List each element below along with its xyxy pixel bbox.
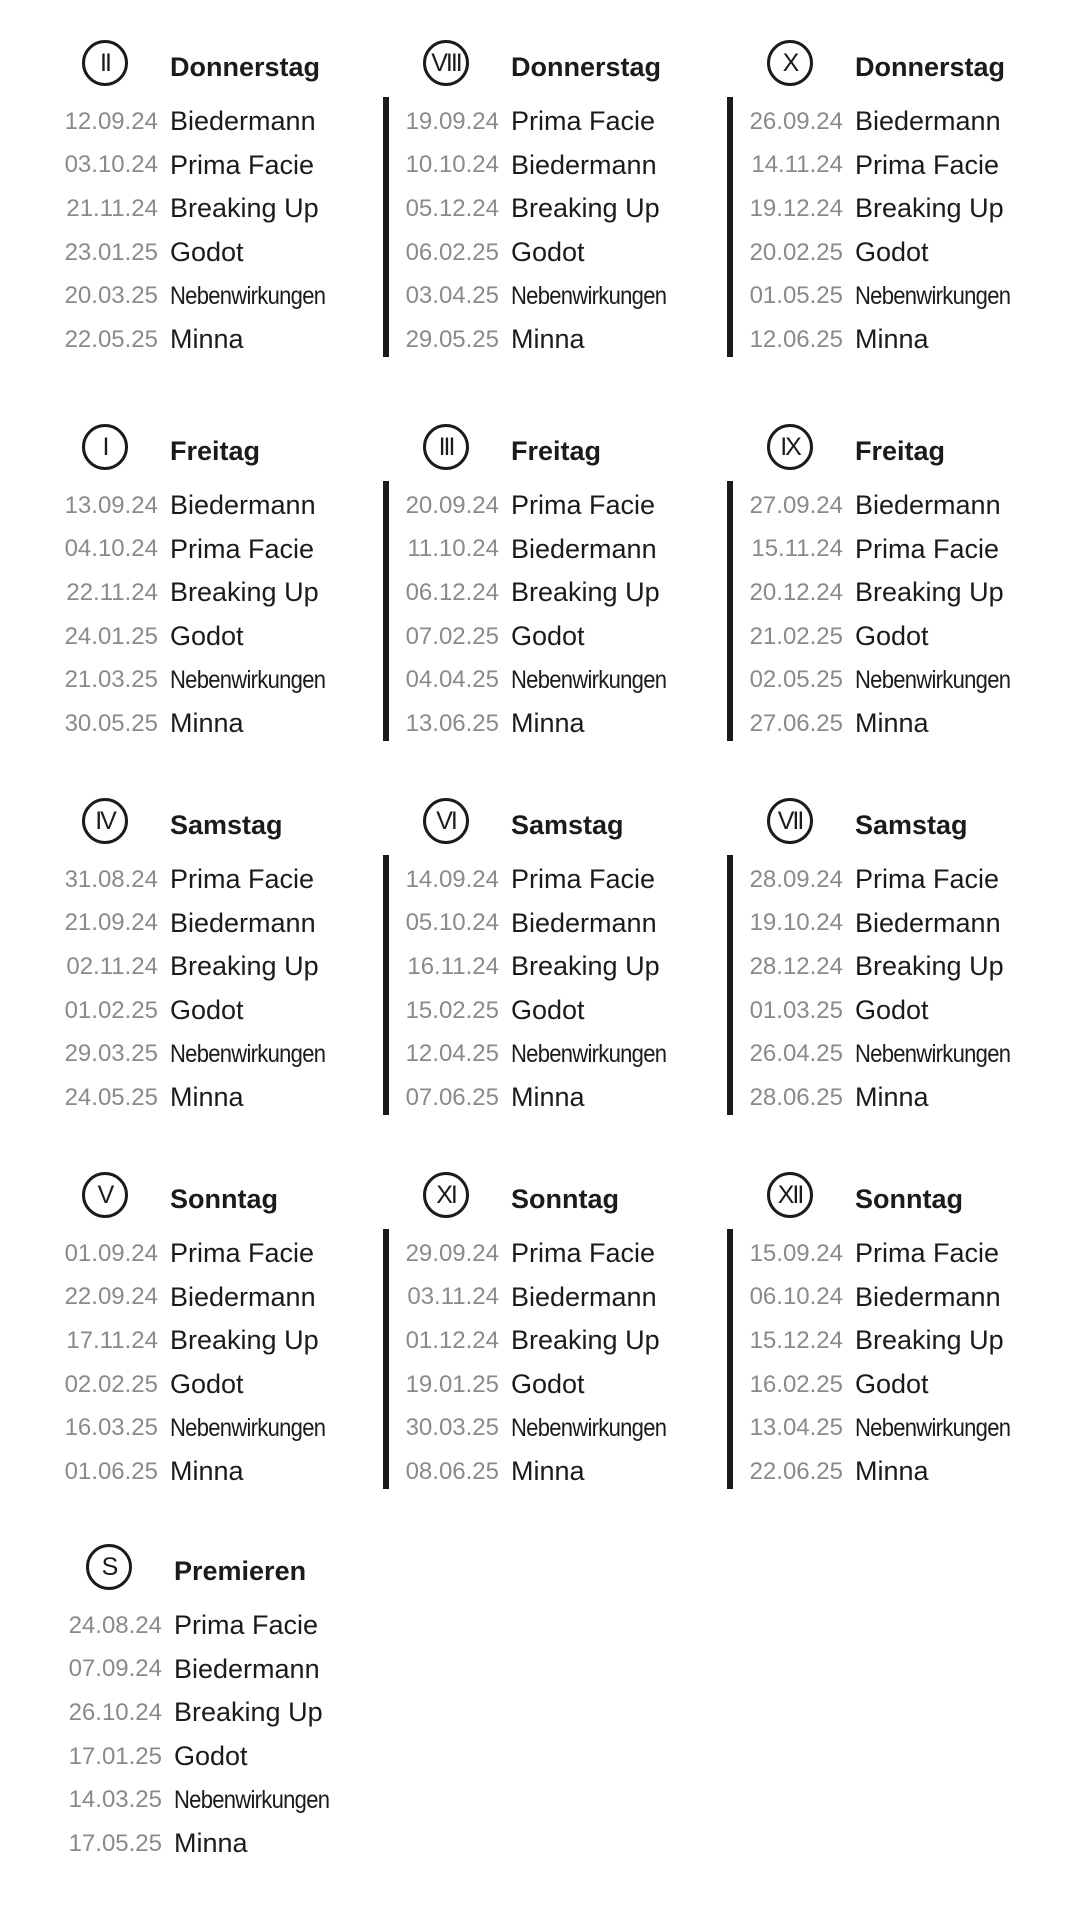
group-header: [737, 1172, 1067, 1232]
performance-row: [393, 1076, 723, 1120]
performance-date: 13.04.25: [749, 1414, 843, 1442]
weekday-heading: Donnerstag: [170, 52, 321, 82]
play-title: Nebenwirkungen: [511, 281, 667, 310]
play-title: Godot: [170, 237, 244, 268]
weekday-heading: Sonntag: [511, 1184, 619, 1214]
performance-row: [393, 1032, 723, 1076]
performance-row: [737, 231, 1067, 275]
group-header: [737, 40, 1067, 100]
performance-row: [393, 615, 723, 659]
performance-row: [737, 858, 1067, 902]
performance-date: 15.02.25: [405, 996, 499, 1024]
performance-date: 30.05.25: [64, 709, 158, 737]
performance-date: 24.01.25: [64, 622, 158, 650]
weekday-heading: Donnerstag: [855, 52, 1006, 82]
performance-row: [52, 1406, 382, 1450]
play-title: Godot: [855, 1369, 929, 1400]
performance-row: [52, 902, 382, 946]
performance-date: 24.08.24: [68, 1611, 162, 1639]
performance-date: 22.11.24: [66, 578, 158, 606]
play-title: Breaking Up: [170, 951, 319, 982]
play-title: Breaking Up: [855, 193, 1004, 224]
performance-row: [393, 1406, 723, 1450]
performance-row: [737, 1076, 1067, 1120]
performance-date: 21.11.24: [66, 194, 158, 222]
performance-date: 20.12.24: [749, 578, 843, 606]
performance-list: [52, 858, 382, 1120]
performance-row: [52, 1450, 382, 1494]
play-title: Prima Facie: [511, 864, 656, 895]
performance-date: 08.06.25: [405, 1457, 499, 1485]
performance-date: 12.04.25: [405, 1040, 499, 1068]
performance-date: 02.02.25: [64, 1370, 158, 1398]
performance-date: 07.09.24: [68, 1655, 162, 1683]
performance-row: [737, 1406, 1067, 1450]
play-title: Minna: [170, 1456, 244, 1487]
performance-date: 02.05.25: [749, 666, 843, 694]
schedule-group-xi-sonntag: [393, 1172, 723, 1494]
performance-row: [52, 1276, 382, 1320]
play-title: Biedermann: [855, 106, 1001, 137]
schedule-group-vii-samstag: [737, 798, 1067, 1120]
performance-date: 06.12.24: [405, 578, 499, 606]
performance-list: [737, 100, 1067, 362]
performance-date: 07.02.25: [405, 622, 499, 650]
play-title: Biedermann: [855, 907, 1001, 938]
performance-date: 20.03.25: [64, 282, 158, 310]
play-title: Godot: [855, 237, 929, 268]
schedule-group-ii-donnerstag: [52, 40, 382, 362]
performance-date: 04.10.24: [64, 535, 158, 563]
performance-list: [393, 1232, 723, 1494]
play-title: Godot: [170, 995, 244, 1026]
performance-row: [393, 858, 723, 902]
play-title: Minna: [511, 1456, 585, 1487]
performance-row: [737, 318, 1067, 362]
performance-date: 10.10.24: [405, 151, 499, 179]
performance-date: 22.05.25: [64, 325, 158, 353]
performance-date: 16.03.25: [64, 1414, 158, 1442]
performance-date: 05.12.24: [405, 194, 499, 222]
performance-date: 19.01.25: [405, 1370, 499, 1398]
performance-date: 20.02.25: [749, 238, 843, 266]
performance-list: [737, 858, 1067, 1120]
play-title: Minna: [855, 324, 929, 355]
play-title: Nebenwirkungen: [855, 1039, 1011, 1068]
performance-row: [56, 1691, 386, 1735]
performance-date: 21.03.25: [64, 666, 158, 694]
performance-date: 02.11.24: [66, 952, 158, 980]
play-title: Nebenwirkungen: [855, 1413, 1011, 1442]
subscription-badge: I: [82, 424, 128, 470]
play-title: Godot: [170, 1369, 244, 1400]
performance-date: 23.01.25: [64, 238, 158, 266]
performance-row: [52, 702, 382, 746]
performance-date: 01.05.25: [749, 282, 843, 310]
performance-date: 15.09.24: [749, 1239, 843, 1267]
play-title: Nebenwirkungen: [170, 281, 326, 310]
performance-row: [52, 571, 382, 615]
performance-date: 26.04.25: [749, 1040, 843, 1068]
performance-date: 05.10.24: [405, 909, 499, 937]
performance-date: 13.09.24: [64, 491, 158, 519]
performance-date: 04.04.25: [405, 666, 499, 694]
subscription-badge: IX: [767, 424, 813, 470]
performance-date: 03.10.24: [64, 151, 158, 179]
performance-list: [737, 484, 1067, 746]
subscription-badge: IV: [82, 798, 128, 844]
subscription-badge: X: [767, 40, 813, 86]
performance-date: 01.02.25: [64, 996, 158, 1024]
performance-date: 14.03.25: [68, 1786, 162, 1814]
performance-row: [52, 1032, 382, 1076]
play-title: Biedermann: [170, 490, 316, 521]
group-header: [52, 1172, 382, 1232]
performance-row: [52, 1319, 382, 1363]
group-header: [393, 40, 723, 100]
play-title: Biedermann: [855, 490, 1001, 521]
performance-row: [737, 1232, 1067, 1276]
play-title: Godot: [170, 621, 244, 652]
performance-date: 15.11.24: [751, 535, 843, 563]
performance-row: [393, 528, 723, 572]
play-title: Minna: [511, 708, 585, 739]
play-title: Prima Facie: [170, 149, 315, 180]
weekday-heading: Premieren: [174, 1556, 307, 1586]
performance-date: 03.04.25: [405, 282, 499, 310]
subscription-badge: VII: [767, 798, 813, 844]
performance-row: [52, 528, 382, 572]
performance-list: [56, 1604, 386, 1866]
play-title: Nebenwirkungen: [511, 1039, 667, 1068]
performance-row: [393, 658, 723, 702]
schedule-group-x-donnerstag: [737, 40, 1067, 362]
performance-row: [737, 658, 1067, 702]
play-title: Breaking Up: [855, 577, 1004, 608]
performance-row: [393, 100, 723, 144]
performance-date: 26.09.24: [749, 107, 843, 135]
performance-date: 26.10.24: [68, 1698, 162, 1726]
performance-date: 19.09.24: [405, 107, 499, 135]
performance-row: [52, 274, 382, 318]
performance-row: [56, 1778, 386, 1822]
performance-row: [393, 989, 723, 1033]
schedule-group-iv-samstag: [52, 798, 382, 1120]
performance-row: [56, 1648, 386, 1692]
play-title: Prima Facie: [511, 106, 656, 137]
performance-row: [52, 945, 382, 989]
performance-row: [737, 615, 1067, 659]
performance-row: [393, 945, 723, 989]
subscription-badge: S: [86, 1544, 132, 1590]
play-title: Breaking Up: [170, 577, 319, 608]
performance-row: [737, 571, 1067, 615]
performance-date: 17.05.25: [68, 1829, 162, 1857]
weekday-heading: Freitag: [170, 436, 261, 466]
group-header: [56, 1544, 386, 1604]
performance-date: 01.12.24: [405, 1326, 499, 1354]
play-title: Biedermann: [511, 1281, 657, 1312]
play-title: Minna: [511, 1082, 585, 1113]
performance-row: [737, 1032, 1067, 1076]
play-title: Minna: [511, 324, 585, 355]
performance-row: [393, 1276, 723, 1320]
performance-date: 27.09.24: [749, 491, 843, 519]
weekday-heading: Freitag: [511, 436, 602, 466]
performance-row: [56, 1822, 386, 1866]
play-title: Breaking Up: [511, 951, 660, 982]
group-header: [52, 40, 382, 100]
performance-date: 24.05.25: [64, 1083, 158, 1111]
schedule-group-v-sonntag: [52, 1172, 382, 1494]
subscription-badge: VIII: [423, 40, 469, 86]
group-header: [52, 798, 382, 858]
play-title: Prima Facie: [511, 490, 656, 521]
performance-date: 15.12.24: [749, 1326, 843, 1354]
play-title: Nebenwirkungen: [170, 1413, 326, 1442]
performance-row: [52, 1076, 382, 1120]
performance-date: 21.09.24: [64, 909, 158, 937]
performance-date: 27.06.25: [749, 709, 843, 737]
performance-row: [393, 702, 723, 746]
group-header: [737, 798, 1067, 858]
performance-date: 17.01.25: [68, 1742, 162, 1770]
performance-row: [737, 274, 1067, 318]
play-title: Godot: [855, 621, 929, 652]
play-title: Godot: [511, 237, 585, 268]
schedule-group-viii-donnerstag: [393, 40, 723, 362]
play-title: Prima Facie: [170, 533, 315, 564]
play-title: Biedermann: [511, 907, 657, 938]
performance-date: 31.08.24: [64, 865, 158, 893]
performance-date: 22.09.24: [64, 1283, 158, 1311]
play-title: Breaking Up: [511, 577, 660, 608]
schedule-group-xii-sonntag: [737, 1172, 1067, 1494]
play-title: Prima Facie: [511, 1238, 656, 1269]
performance-date: 29.09.24: [405, 1239, 499, 1267]
performance-row: [52, 615, 382, 659]
performance-row: [737, 1363, 1067, 1407]
subscription-badge: VI: [423, 798, 469, 844]
play-title: Godot: [511, 621, 585, 652]
weekday-heading: Sonntag: [170, 1184, 278, 1214]
play-title: Minna: [174, 1828, 248, 1859]
performance-row: [52, 144, 382, 188]
play-title: Prima Facie: [170, 864, 315, 895]
performance-list: [52, 484, 382, 746]
weekday-heading: Donnerstag: [511, 52, 662, 82]
performance-row: [393, 274, 723, 318]
play-title: Nebenwirkungen: [170, 1039, 326, 1068]
performance-row: [737, 1450, 1067, 1494]
performance-row: [737, 484, 1067, 528]
subscription-badge: XI: [423, 1172, 469, 1218]
play-title: Breaking Up: [174, 1697, 323, 1728]
performance-row: [737, 187, 1067, 231]
performance-list: [393, 484, 723, 746]
play-title: Minna: [170, 1082, 244, 1113]
play-title: Biedermann: [170, 1281, 316, 1312]
performance-date: 12.06.25: [749, 325, 843, 353]
play-title: Nebenwirkungen: [511, 665, 667, 694]
play-title: Minna: [170, 324, 244, 355]
performance-row: [737, 1319, 1067, 1363]
weekday-heading: Samstag: [855, 810, 968, 840]
performance-row: [393, 1232, 723, 1276]
play-title: Breaking Up: [511, 193, 660, 224]
subscription-badge: III: [423, 424, 469, 470]
performance-date: 28.09.24: [749, 865, 843, 893]
performance-date: 01.09.24: [64, 1239, 158, 1267]
performance-date: 21.02.25: [749, 622, 843, 650]
performance-row: [737, 100, 1067, 144]
weekday-heading: Freitag: [855, 436, 946, 466]
performance-date: 03.11.24: [407, 1283, 499, 1311]
performance-date: 14.09.24: [405, 865, 499, 893]
play-title: Prima Facie: [174, 1610, 319, 1641]
play-title: Prima Facie: [170, 1238, 315, 1269]
play-title: Prima Facie: [855, 533, 1000, 564]
subscription-badge: II: [82, 40, 128, 86]
performance-row: [393, 187, 723, 231]
play-title: Godot: [174, 1741, 248, 1772]
performance-list: [52, 1232, 382, 1494]
play-title: Nebenwirkungen: [174, 1785, 330, 1814]
play-title: Prima Facie: [855, 864, 1000, 895]
schedule-group-ix-freitag: [737, 424, 1067, 746]
subscription-badge: XII: [767, 1172, 813, 1218]
weekday-heading: Samstag: [170, 810, 283, 840]
performance-row: [393, 1450, 723, 1494]
play-title: Biedermann: [170, 106, 316, 137]
play-title: Minna: [855, 708, 929, 739]
play-title: Biedermann: [511, 533, 657, 564]
play-title: Breaking Up: [511, 1325, 660, 1356]
play-title: Godot: [511, 1369, 585, 1400]
performance-row: [52, 1232, 382, 1276]
performance-row: [52, 989, 382, 1033]
performance-date: 16.11.24: [407, 952, 499, 980]
performance-row: [393, 571, 723, 615]
performance-row: [393, 484, 723, 528]
play-title: Biedermann: [174, 1653, 320, 1684]
performance-row: [393, 318, 723, 362]
performance-date: 12.09.24: [64, 107, 158, 135]
play-title: Minna: [855, 1082, 929, 1113]
play-title: Biedermann: [511, 149, 657, 180]
performance-date: 22.06.25: [749, 1457, 843, 1485]
performance-list: [393, 100, 723, 362]
performance-date: 11.10.24: [407, 535, 499, 563]
performance-date: 06.10.24: [749, 1283, 843, 1311]
play-title: Nebenwirkungen: [855, 665, 1011, 694]
play-title: Breaking Up: [855, 1325, 1004, 1356]
performance-row: [393, 1363, 723, 1407]
play-title: Breaking Up: [855, 951, 1004, 982]
performance-row: [737, 528, 1067, 572]
performance-list: [393, 858, 723, 1120]
performance-date: 01.03.25: [749, 996, 843, 1024]
performance-row: [52, 318, 382, 362]
performance-date: 13.06.25: [405, 709, 499, 737]
performance-date: 28.12.24: [749, 952, 843, 980]
performance-row: [737, 702, 1067, 746]
performance-date: 06.02.25: [405, 238, 499, 266]
performance-row: [52, 484, 382, 528]
performance-row: [737, 144, 1067, 188]
subscription-badge: V: [82, 1172, 128, 1218]
play-title: Prima Facie: [855, 149, 1000, 180]
performance-date: 14.11.24: [751, 151, 843, 179]
performance-row: [56, 1604, 386, 1648]
group-header: [737, 424, 1067, 484]
performance-row: [737, 902, 1067, 946]
performance-row: [52, 658, 382, 702]
performance-row: [737, 1276, 1067, 1320]
play-title: Breaking Up: [170, 1325, 319, 1356]
performance-date: 20.09.24: [405, 491, 499, 519]
performance-date: 29.05.25: [405, 325, 499, 353]
performance-row: [393, 1319, 723, 1363]
performance-row: [52, 858, 382, 902]
performance-date: 28.06.25: [749, 1083, 843, 1111]
play-title: Minna: [855, 1456, 929, 1487]
performance-row: [52, 1363, 382, 1407]
group-header: [52, 424, 382, 484]
schedule-group-i-freitag: [52, 424, 382, 746]
play-title: Minna: [170, 708, 244, 739]
performance-row: [393, 144, 723, 188]
performance-date: 19.12.24: [749, 194, 843, 222]
performance-date: 17.11.24: [66, 1326, 158, 1354]
play-title: Biedermann: [170, 907, 316, 938]
play-title: Biedermann: [855, 1281, 1001, 1312]
schedule-group-iii-freitag: [393, 424, 723, 746]
performance-row: [52, 187, 382, 231]
performance-row: [737, 989, 1067, 1033]
performance-row: [393, 902, 723, 946]
performance-list: [52, 100, 382, 362]
performance-list: [737, 1232, 1067, 1494]
play-title: Godot: [855, 995, 929, 1026]
group-header: [393, 798, 723, 858]
play-title: Nebenwirkungen: [170, 665, 326, 694]
performance-row: [52, 231, 382, 275]
performance-row: [737, 945, 1067, 989]
play-title: Prima Facie: [855, 1238, 1000, 1269]
performance-date: 01.06.25: [64, 1457, 158, 1485]
weekday-heading: Samstag: [511, 810, 624, 840]
schedule-group-vi-samstag: [393, 798, 723, 1120]
performance-row: [52, 100, 382, 144]
play-title: Godot: [511, 995, 585, 1026]
performance-row: [56, 1735, 386, 1779]
play-title: Nebenwirkungen: [855, 281, 1011, 310]
weekday-heading: Sonntag: [855, 1184, 963, 1214]
performance-date: 07.06.25: [405, 1083, 499, 1111]
group-header: [393, 424, 723, 484]
play-title: Breaking Up: [170, 193, 319, 224]
performance-date: 16.02.25: [749, 1370, 843, 1398]
performance-date: 19.10.24: [749, 909, 843, 937]
play-title: Nebenwirkungen: [511, 1413, 667, 1442]
group-header: [393, 1172, 723, 1232]
performance-row: [393, 231, 723, 275]
schedule-group-s-premieren: [56, 1544, 386, 1866]
performance-date: 29.03.25: [64, 1040, 158, 1068]
performance-date: 30.03.25: [405, 1414, 499, 1442]
